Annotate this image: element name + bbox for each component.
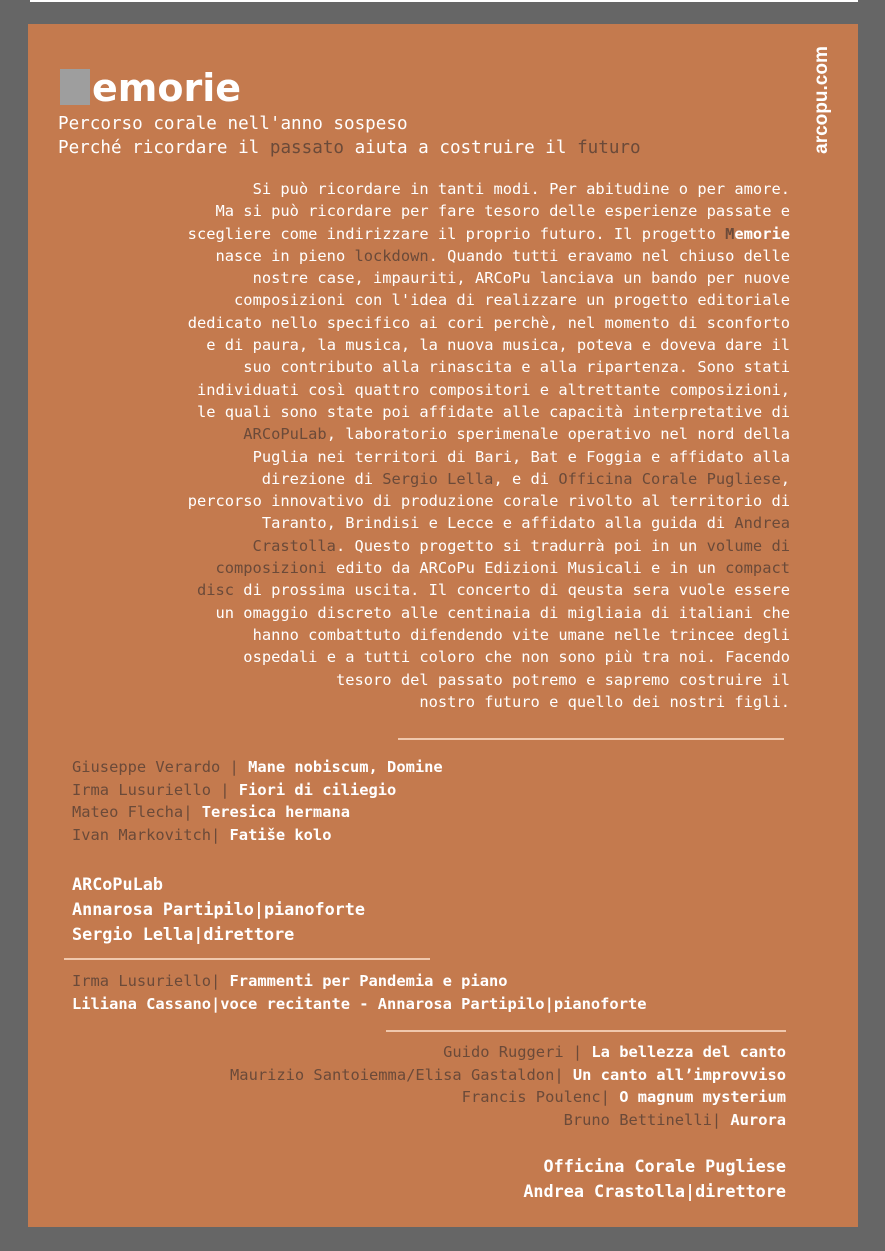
body-line: dedicato nello specifico ai cori perchè, nel momento di sconforto — [187, 313, 790, 332]
title-m-square-icon — [60, 69, 90, 105]
body-line: . Quando tutti eravamo nel chiuso delle — [428, 246, 790, 265]
body-highlight: Sergio Lella — [382, 469, 494, 488]
body-highlight: Officina Corale Pugliese — [558, 469, 781, 488]
subtitle-highlight: passato — [269, 138, 345, 158]
body-line: le quali sono state poi affidate alle capacità interpretative di — [196, 402, 790, 421]
body-line: scegliere come indirizzare il proprio futuro. Il progetto — [187, 224, 726, 243]
ensemble-director: Sergio Lella|direttore — [72, 924, 295, 944]
body-line: percorso innovativo di produzione corale rivolto al territorio di — [187, 492, 790, 511]
body-line: tesoro del passato potremo e sapremo costruire il — [335, 670, 790, 689]
side-url-text: arcopu.com — [811, 46, 832, 154]
body-highlight: composizioni — [215, 559, 327, 578]
piece-title: O magnum mysterium — [619, 1088, 786, 1106]
ensemble-name: Officina Corale Pugliese — [543, 1156, 786, 1176]
divider-1 — [398, 738, 784, 740]
composer-name: Francis Poulenc| — [461, 1088, 620, 1106]
body-line: nostre case, impauriti, ARCoPu lanciava un bando per nuove — [252, 269, 790, 288]
composer-name: Irma Lusuriello | — [72, 780, 239, 799]
piece-title: Teresica hermana — [201, 803, 350, 821]
body-line: Taranto, Brindisi e Lecce e affidato alla guida di — [261, 514, 735, 533]
body-line: direzione di — [261, 469, 383, 488]
body-line: , laboratorio sperimenale operativo nel nord della — [326, 425, 790, 444]
piece-title: Fiori di ciliegio — [238, 780, 397, 799]
body-line: individuati così quattro compositori e altrettante composizioni, — [196, 380, 790, 399]
piece-title: Un canto all’improvviso — [572, 1065, 786, 1084]
body-highlight: Andrea — [734, 514, 790, 533]
composer-name: Mateo Flecha| — [72, 803, 202, 821]
body-line: , — [780, 469, 790, 488]
ensemble-1 — [72, 872, 365, 947]
composer-name: Ivan Markovitch| — [72, 825, 230, 844]
body-line: Puglia nei territori di Bari, Bat e Foggia e affidato alla — [252, 447, 790, 466]
body-highlight: volume di — [706, 536, 790, 555]
piece-title: La bellezza del canto — [591, 1043, 786, 1061]
subtitle-text: Perché ricordare il — [58, 138, 270, 158]
body-highlight: compact — [725, 559, 790, 578]
body-highlight: M — [725, 224, 735, 243]
title-logo — [60, 62, 241, 110]
body-line: ospedali e a tutti coloro che non sono più tra noi. Facendo — [243, 648, 790, 667]
side-url — [808, 40, 836, 160]
body-line: suo contributo alla rinascita e alla ripartenza. Sono stati — [243, 358, 790, 377]
body-line: Ma si può ricordare per fare tesoro delle esperienze passate e — [215, 202, 790, 221]
body-line: composizioni con l'idea di realizzare un progetto editoriale — [234, 291, 790, 310]
piece-title: Mane nobiscum, Domine — [248, 758, 443, 776]
ensemble-name: ARCoPuLab — [72, 874, 163, 894]
body-line: hanno combattuto difendendo vite umane nelle trincee degli — [252, 625, 790, 644]
divider-2 — [64, 958, 430, 960]
composer-name: Irma Lusuriello| — [72, 972, 230, 990]
body-line: , e di — [493, 469, 559, 488]
divider-3 — [386, 1030, 786, 1032]
ensemble-member: Annarosa Partipilo|pianoforte — [72, 899, 365, 919]
performers-line: Liliana Cassano|voce recitante - Annarosa Partipilo|pianoforte — [72, 994, 647, 1013]
piece-title: Fatiše kolo — [229, 825, 332, 844]
ensemble-director: Andrea Crastolla|direttore — [523, 1181, 786, 1201]
body-highlight: ARCoPuLab — [243, 425, 327, 444]
body-line: nostro futuro e quello dei nostri figli. — [419, 692, 790, 711]
body-line: edito da ARCoPu Edizioni Musicali e in un — [326, 559, 726, 578]
program-list-1 — [72, 756, 443, 846]
body-line: un omaggio discreto alle centinaia di migliaia di italiani che — [215, 603, 790, 622]
composer-name: Giuseppe Verardo | — [72, 758, 249, 776]
program-list-3 — [60, 1041, 786, 1131]
subtitle-text: aiuta a costruire il — [344, 138, 578, 158]
body-line: e di paura, la musica, la nuova musica, poteva e doveva dare il — [206, 336, 790, 355]
composer-name: Guido Ruggeri | — [443, 1043, 592, 1061]
subtitle-line-2 — [58, 136, 641, 160]
piece-title: Frammenti per Pandemia e piano — [229, 972, 508, 990]
ensemble-2 — [60, 1154, 786, 1204]
program-list-2 — [72, 970, 647, 1015]
body-bold: emorie — [734, 224, 790, 243]
composer-name: Maurizio Santoiemma/Elisa Gastaldon| — [230, 1065, 573, 1084]
body-line: di prossima uscita. Il concerto di qeusta sera vuole essere — [234, 581, 790, 600]
body-highlight: lockdown — [354, 246, 429, 265]
composer-name: Bruno Bettinelli| — [563, 1110, 731, 1129]
title-word: emorie — [92, 66, 242, 110]
subtitle-line-1: Percorso corale nell'anno sospeso — [58, 114, 408, 134]
subtitle-highlight: futuro — [577, 138, 641, 158]
body-highlight: Crastolla — [252, 536, 336, 555]
top-rule — [30, 0, 858, 2]
intro-paragraph — [60, 178, 790, 713]
body-line: Si può ricordare in tanti modi. Per abitudine o per amore. — [252, 180, 790, 198]
piece-title: Aurora — [730, 1110, 786, 1129]
body-line: . Questo progetto si tradurrà poi in un — [335, 536, 707, 555]
body-highlight: disc — [196, 581, 235, 600]
body-line: nasce in pieno — [215, 246, 355, 265]
